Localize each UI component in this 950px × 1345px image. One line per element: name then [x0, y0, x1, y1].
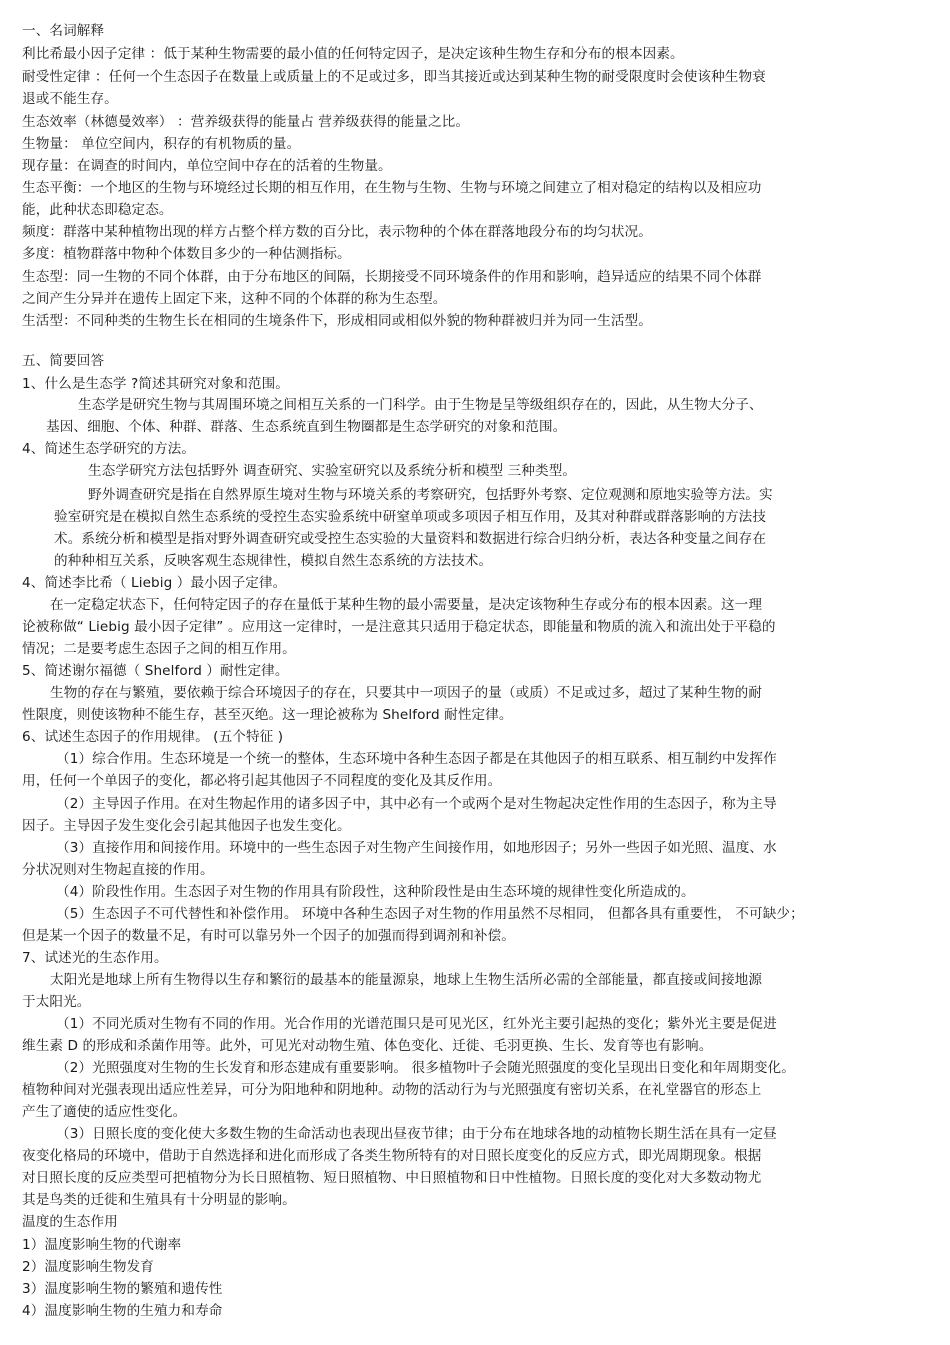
answer-7-line9: 夜变化格局的环境中，借助于自然选择和进化而形成了各类生物所特有的对日照长度变化的反应方式，即光周期现象。根据	[22, 1148, 762, 1164]
answer-6-line3: （2）主导因子作用。在对生物起作用的诸多因子中，其中必有一个或两个是对生物起决定性作用的生态因子，称为主导	[56, 796, 777, 812]
answer-7-line1: 太阳光是地球上所有生物得以生存和繁衍的最基本的能量源泉，地球上生物生活所必需的全部能量，都直接或间接地源	[50, 972, 763, 988]
question-4-methods: 4、简述生态学研究的方法。	[22, 441, 196, 457]
answer-7-line2: 于太阳光。	[22, 994, 91, 1010]
temperature-item-1: 1）温度影响生物的代谢率	[22, 1237, 182, 1253]
answer-4b-line1: 在一定稳定状态下，任何特定因子的存在量低于某种生物的最小需要量，是决定该物种生存或分布的根本因素。这一理	[50, 597, 763, 613]
answer-6-line4: 因子。主导因子发生变化会引起其他因子也发生变化。	[22, 818, 351, 834]
answer-4a-line4: 术。系统分析和模型是指对野外调查研究或受控生态实验的大量资料和数据进行综合归纳分析，表达各种变量之间存在	[54, 531, 767, 547]
answer-4a-line5: 的种种相互关系，反映客观生态规律性，模拟自然生态系统的方法技术。	[54, 553, 493, 569]
term-liebig: 利比希最小因子定律 ：低于某种生物需要的最小值的任何特定因子，是决定该种生物生存和分布的根本因素。	[22, 46, 684, 62]
question-4-liebig: 4、简述李比希（ Liebig ）最小因子定律。	[22, 575, 287, 591]
answer-6-line5: （3）直接作用和间接作用。环境中的一些生态因子对生物产生间接作用，如地形因子；另外一些因子如光照、温度、水	[56, 840, 777, 856]
term-standing-crop: 现存量：在调查的时间内，单位空间中存在的活着的生物量。	[22, 158, 392, 174]
term-biomass: 生物量： 单位空间内，积存的有机物质的量。	[22, 136, 301, 152]
answer-5-line2: 性限度，则使该物种不能生存，甚至灭绝。这一理论被称为 Shelford 耐性定律。	[22, 707, 513, 723]
term-tolerance-line2: 退或不能生存。	[22, 91, 118, 107]
section-5-title: 五、简要回答	[22, 353, 105, 369]
answer-4b-line3: 情况；二是要考虑生态因子之间的相互作用。	[22, 641, 296, 657]
answer-6-line8: （5）生态因子不可代替性和补偿作用。 环境中各种生态因子对生物的作用虽然不尽相同， 但都各具有重要性， 不可缺少；	[56, 906, 804, 922]
term-ecotype-line2: 之间产生分异并在遗传上固定下来，这种不同的个体群的称为生态型。	[22, 291, 447, 307]
question-6: 6、试述生态因子的作用规律。 (五个特征 )	[22, 729, 284, 745]
term-tolerance-line1: 耐受性定律 ：任何一个生态因子在数量上或质量上的不足或过多，即当其接近或达到某种生物的耐受限度时会使该种生物衰	[22, 69, 766, 85]
term-balance-line1: 生态平衡：一个地区的生物与环境经过长期的相互作用，在生物与生物、生物与环境之间建立了相对稳定的结构以及相应功	[22, 180, 762, 196]
answer-7-line11: 其是鸟类的迁徙和生殖具有十分明显的影响。	[22, 1192, 296, 1208]
answer-5-line1: 生物的存在与繁殖，要依赖于综合环境因子的存在，只要其中一项因子的量（或质）不足或过多，超过了某种生物的耐	[50, 685, 763, 701]
term-abundance: 多度：植物群落中物种个体数目多少的一种估测指标。	[22, 246, 351, 262]
answer-7-line4: 维生素 D 的形成和杀菌作用等。此外，可见光对动物生殖、体色变化、迁徙、毛羽更换、生长、发育等也有影响。	[22, 1038, 713, 1054]
answer-1-line2: 基因、细胞、个体、种群、群落、生态系统直到生物圈都是生态学研究的对象和范围。	[46, 419, 567, 435]
temperature-item-4: 4）温度影响生物的生殖力和寿命	[22, 1303, 223, 1319]
answer-7-line3: （1）不同光质对生物有不同的作用。光合作用的光谱范围只是可见光区，红外光主要引起热的变化；紫外光主要是促进	[56, 1016, 777, 1032]
answer-4a-line3: 验室研究是在模拟自然生态系统的受控生态实验系统中研窒单项或多项因子相互作用，及其对种群或群落影响的方法技	[54, 509, 767, 525]
term-frequency: 频度：群落中某种植物出现的样方占整个样方数的百分比，表示物种的个体在群落地段分布的均匀状况。	[22, 224, 652, 240]
question-5: 5、简述谢尔福德（ Shelford ）耐性定律。	[22, 663, 289, 679]
section-1-title: 一、名词解释	[22, 23, 105, 39]
temperature-item-2: 2）温度影响生物发育	[22, 1259, 154, 1275]
answer-7-line10: 对日照长度的反应类型可把植物分为长日照植物、短日照植物、中日照植物和日中性植物。日照长度的变化对大多数动物尤	[22, 1170, 762, 1186]
temperature-section-title: 温度的生态作用	[22, 1214, 118, 1230]
term-lifeform: 生活型：不同种类的生物生长在相同的生境条件下，形成相同或相似外貌的物种群被归并为同一生活型。	[22, 313, 652, 329]
answer-6-line2: 用，任何一个单因子的变化，都必将引起其他因子不同程度的变化及其反作用。	[22, 773, 502, 789]
term-efficiency: 生态效率（林德曼效率） ：营养级获得的能量占 营养级获得的能量之比。	[22, 114, 470, 130]
answer-7-line6: 植物种间对光强表现出适应性差异，可分为阳地种和阴地种。动物的活动行为与光照强度有密切关系，在礼堂器官的形态上	[22, 1082, 762, 1098]
answer-6-line7: （4）阶段性作用。生态因子对生物的作用具有阶段性，这种阶段性是由生态环境的规律性变化所造成的。	[56, 884, 695, 900]
answer-4b-line2: 论被称做“ Liebig 最小因子定律” 。应用这一定律时，一是注意其只适用于稳定状态，即能量和物质的流入和流出处于平稳的	[22, 619, 776, 635]
answer-6-line6: 分状况则对生物起直接的作用。	[22, 862, 214, 878]
answer-6-line9: 但是某一个因子的数量不足，有时可以靠另外一个因子的加强而得到调剂和补偿。	[22, 928, 515, 944]
term-balance-line2: 能，此种状态即稳定态。	[22, 202, 173, 218]
answer-6-line1: （1）综合作用。生态环境是一个统一的整体，生态环境中各种生态因子都是在其他因子的相互联系、相互制约中发挥作	[56, 751, 777, 767]
answer-1-line1: 生态学是研究生物与其周围环境之间相互关系的一门科学。由于生物是呈等级组织存在的，因此，从生物大分子、	[78, 397, 763, 413]
answer-7-line5: （2）光照强度对生物的生长发育和形态建成有重要影响。 很多植物叶子会随光照强度的变化呈现出日变化和年周期变化。	[56, 1060, 795, 1076]
answer-7-line8: （3）日照长度的变化使大多数生物的生命活动也表现出昼夜节律；由于分布在地球各地的动植物长期生活在具有一定昼	[56, 1126, 777, 1142]
question-7: 7、试述光的生态作用。	[22, 950, 168, 966]
answer-4a-line2: 野外调查研究是指在自然界原生境对生物与环境关系的考察研究，包括野外考察、定位观测和原地实验等方法。实	[88, 487, 773, 503]
answer-7-line7: 产生了適使的适应性变化。	[22, 1104, 187, 1120]
term-ecotype-line1: 生态型：同一生物的不同个体群，由于分布地区的间隔，长期接受不同环境条件的作用和影响，趋异适应的结果不同个体群	[22, 269, 762, 285]
answer-4a-line1: 生态学研究方法包括野外 调查研究、实验室研究以及系统分析和模型 三种类型。	[88, 463, 577, 479]
temperature-item-3: 3）温度影响生物的繁殖和遗传性	[22, 1281, 223, 1297]
question-1: 1、什么是生态学 ?简述其研究对象和范围。	[22, 376, 289, 392]
